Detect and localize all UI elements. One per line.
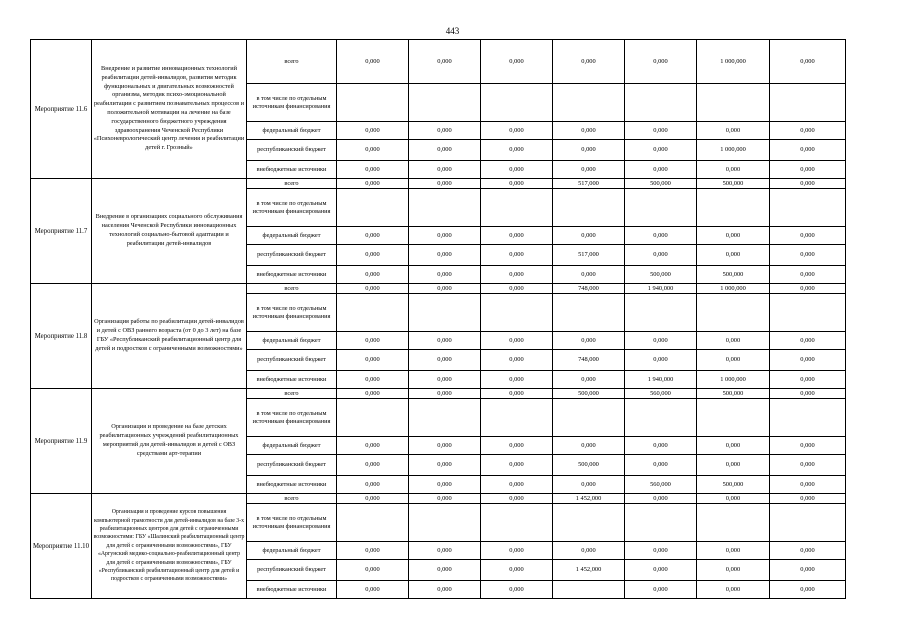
value-cell: [553, 581, 625, 599]
value-cell: 0,000: [481, 350, 553, 371]
value-cell: [770, 294, 846, 332]
value-cell: 0,000: [337, 560, 409, 581]
measure-label: Мероприятие 11.7: [31, 179, 92, 284]
value-cell: 0,000: [770, 494, 846, 504]
value-cell: [697, 504, 770, 542]
value-cell: 0,000: [337, 350, 409, 371]
value-cell: [553, 294, 625, 332]
value-cell: 0,000: [409, 161, 481, 179]
value-cell: [481, 189, 553, 227]
value-cell: 0,000: [337, 581, 409, 599]
value-cell: 0,000: [770, 389, 846, 399]
value-cell: 0,000: [481, 284, 553, 294]
sub-label-offbudget: внебюджетные источники: [247, 476, 337, 494]
value-cell: 500,000: [625, 266, 697, 284]
value-cell: 0,000: [337, 284, 409, 294]
value-cell: 0,000: [770, 179, 846, 189]
sub-label-including: в том числе по отдельным источникам финансирования: [247, 504, 337, 542]
value-cell: 0,000: [625, 560, 697, 581]
value-cell: 1 000,000: [697, 40, 770, 84]
value-cell: 0,000: [481, 140, 553, 161]
value-cell: 0,000: [625, 245, 697, 266]
value-cell: 0,000: [770, 542, 846, 560]
value-cell: 0,000: [481, 581, 553, 599]
value-cell: 0,000: [553, 140, 625, 161]
value-cell: 0,000: [481, 371, 553, 389]
value-cell: 0,000: [481, 161, 553, 179]
value-cell: 0,000: [337, 161, 409, 179]
value-cell: 0,000: [697, 350, 770, 371]
sub-label-including: в том числе по отдельным источникам финансирования: [247, 84, 337, 122]
value-cell: 0,000: [481, 389, 553, 399]
value-cell: 560,000: [625, 476, 697, 494]
measure-label: Мероприятие 11.10: [31, 494, 92, 599]
measure-description: Внедрение и развитие инновационных технологий реабилитации детей-инвалидов, развития методик функциональных и двигательных возможностей организма, методик психо-эмоциональной реабилитации с развитием познавательных процессов и положительной мотивации на лечение на базе государственного бюджетного учреждения здравоохранения Чеченской Республики «Психоневрологический центр лечения и реабилитации детей г. Грозный»: [92, 40, 247, 179]
value-cell: [481, 504, 553, 542]
table-body: [31, 40, 846, 599]
sub-label-offbudget: внебюджетные источники: [247, 371, 337, 389]
value-cell: [481, 399, 553, 437]
value-cell: 0,000: [770, 437, 846, 455]
value-cell: 517,000: [553, 179, 625, 189]
sub-label-federal: федеральный бюджет: [247, 437, 337, 455]
value-cell: 0,000: [481, 542, 553, 560]
sub-label-total: всего: [247, 40, 337, 84]
value-cell: [553, 399, 625, 437]
value-cell: 0,000: [553, 371, 625, 389]
budget-table: [30, 39, 846, 599]
value-cell: 0,000: [409, 284, 481, 294]
value-cell: 0,000: [409, 122, 481, 140]
sub-label-federal: федеральный бюджет: [247, 122, 337, 140]
value-cell: [697, 189, 770, 227]
sub-label-total: всего: [247, 179, 337, 189]
value-cell: 0,000: [481, 560, 553, 581]
value-cell: 500,000: [697, 266, 770, 284]
value-cell: [625, 189, 697, 227]
value-cell: 0,000: [553, 332, 625, 350]
value-cell: 0,000: [409, 371, 481, 389]
value-cell: 0,000: [697, 245, 770, 266]
value-cell: 0,000: [625, 437, 697, 455]
sub-label-offbudget: внебюджетные источники: [247, 266, 337, 284]
value-cell: [337, 399, 409, 437]
sub-label-federal: федеральный бюджет: [247, 227, 337, 245]
value-cell: 0,000: [409, 332, 481, 350]
value-cell: 0,000: [697, 161, 770, 179]
sub-label-republic: республиканский бюджет: [247, 140, 337, 161]
value-cell: 500,000: [697, 179, 770, 189]
value-cell: 0,000: [409, 389, 481, 399]
value-cell: 0,000: [409, 227, 481, 245]
value-cell: 0,000: [337, 542, 409, 560]
value-cell: [409, 504, 481, 542]
sub-label-republic: республиканский бюджет: [247, 245, 337, 266]
value-cell: 0,000: [409, 494, 481, 504]
table-row: [31, 40, 846, 84]
value-cell: 500,000: [697, 389, 770, 399]
value-cell: 0,000: [337, 40, 409, 84]
value-cell: 0,000: [337, 140, 409, 161]
measure-description: Внедрение в организациях социального обслуживания населения Чеченской Республики инновационных технологий социально-бытовой адаптации и реабилитации детей-инвалидов: [92, 179, 247, 284]
value-cell: 0,000: [337, 437, 409, 455]
value-cell: [770, 84, 846, 122]
value-cell: 0,000: [770, 245, 846, 266]
table-row: [31, 389, 846, 399]
value-cell: [625, 399, 697, 437]
measure-label: Мероприятие 11.8: [31, 284, 92, 389]
sub-label-federal: федеральный бюджет: [247, 542, 337, 560]
value-cell: 0,000: [481, 227, 553, 245]
value-cell: 0,000: [409, 455, 481, 476]
value-cell: 0,000: [625, 542, 697, 560]
value-cell: [697, 399, 770, 437]
sub-label-including: в том числе по отдельным источникам финансирования: [247, 189, 337, 227]
value-cell: 0,000: [409, 581, 481, 599]
value-cell: 1 000,000: [697, 371, 770, 389]
value-cell: 0,000: [481, 179, 553, 189]
value-cell: 0,000: [337, 245, 409, 266]
value-cell: [770, 189, 846, 227]
value-cell: 1 000,000: [697, 284, 770, 294]
value-cell: 0,000: [697, 455, 770, 476]
value-cell: [409, 189, 481, 227]
value-cell: [697, 84, 770, 122]
value-cell: [553, 189, 625, 227]
value-cell: 0,000: [553, 542, 625, 560]
value-cell: [697, 294, 770, 332]
value-cell: 0,000: [697, 581, 770, 599]
value-cell: 0,000: [337, 389, 409, 399]
value-cell: 0,000: [625, 122, 697, 140]
value-cell: 0,000: [481, 455, 553, 476]
value-cell: 0,000: [553, 40, 625, 84]
sub-label-republic: республиканский бюджет: [247, 560, 337, 581]
value-cell: [337, 294, 409, 332]
value-cell: 500,000: [697, 476, 770, 494]
sub-label-republic: республиканский бюджет: [247, 455, 337, 476]
value-cell: 0,000: [553, 161, 625, 179]
value-cell: 0,000: [553, 266, 625, 284]
measure-description: Организация и проведение на базе детских реабилитационных учреждений реабилитационных мероприятий для детей-инвалидов и детей с ОВЗ средствами арт-терапии: [92, 389, 247, 494]
value-cell: 0,000: [625, 161, 697, 179]
value-cell: [481, 84, 553, 122]
value-cell: 1 452,000: [553, 560, 625, 581]
value-cell: 0,000: [409, 245, 481, 266]
value-cell: [625, 294, 697, 332]
value-cell: 0,000: [409, 476, 481, 494]
value-cell: [481, 294, 553, 332]
value-cell: 0,000: [770, 371, 846, 389]
value-cell: 0,000: [409, 350, 481, 371]
value-cell: 500,000: [553, 389, 625, 399]
value-cell: 0,000: [409, 266, 481, 284]
value-cell: 1 940,000: [625, 371, 697, 389]
sub-label-offbudget: внебюджетные источники: [247, 161, 337, 179]
value-cell: [409, 84, 481, 122]
value-cell: [337, 504, 409, 542]
value-cell: 0,000: [697, 494, 770, 504]
value-cell: 0,000: [770, 476, 846, 494]
table-row: [31, 284, 846, 294]
measure-description: Организация работы по реабилитации детей-инвалидов и детей с ОВЗ раннего возраста (от 0 до 3 лет) на базе ГБУ «Республиканский реабилитационный центр для детей и подростков с ограниченными возможностями»: [92, 284, 247, 389]
value-cell: 0,000: [481, 245, 553, 266]
value-cell: 0,000: [481, 476, 553, 494]
value-cell: 1 940,000: [625, 284, 697, 294]
value-cell: 0,000: [625, 455, 697, 476]
value-cell: 0,000: [770, 140, 846, 161]
value-cell: [625, 504, 697, 542]
value-cell: [409, 399, 481, 437]
sub-label-federal: федеральный бюджет: [247, 332, 337, 350]
value-cell: 0,000: [697, 332, 770, 350]
value-cell: 0,000: [409, 560, 481, 581]
value-cell: 0,000: [770, 284, 846, 294]
value-cell: 0,000: [625, 40, 697, 84]
value-cell: 0,000: [409, 542, 481, 560]
value-cell: 0,000: [337, 266, 409, 284]
value-cell: 0,000: [697, 227, 770, 245]
value-cell: 0,000: [553, 122, 625, 140]
sub-label-offbudget: внебюджетные источники: [247, 581, 337, 599]
sub-label-republic: республиканский бюджет: [247, 350, 337, 371]
value-cell: [553, 84, 625, 122]
value-cell: 0,000: [409, 40, 481, 84]
value-cell: 1 000,000: [697, 140, 770, 161]
measure-label: Мероприятие 11.9: [31, 389, 92, 494]
value-cell: 0,000: [481, 332, 553, 350]
value-cell: 0,000: [625, 227, 697, 245]
value-cell: 748,000: [553, 350, 625, 371]
value-cell: 0,000: [625, 494, 697, 504]
value-cell: 0,000: [409, 179, 481, 189]
value-cell: 0,000: [697, 437, 770, 455]
value-cell: [337, 189, 409, 227]
value-cell: 1 452,000: [553, 494, 625, 504]
value-cell: 0,000: [770, 560, 846, 581]
value-cell: 0,000: [625, 140, 697, 161]
value-cell: 500,000: [625, 179, 697, 189]
value-cell: 0,000: [770, 350, 846, 371]
sub-label-including: в том числе по отдельным источникам финансирования: [247, 399, 337, 437]
value-cell: 0,000: [770, 227, 846, 245]
value-cell: [770, 504, 846, 542]
value-cell: 0,000: [337, 227, 409, 245]
value-cell: [625, 84, 697, 122]
value-cell: 0,000: [553, 227, 625, 245]
value-cell: 0,000: [770, 266, 846, 284]
value-cell: 0,000: [625, 350, 697, 371]
value-cell: 0,000: [553, 476, 625, 494]
value-cell: 0,000: [337, 122, 409, 140]
value-cell: [770, 399, 846, 437]
sub-label-total: всего: [247, 389, 337, 399]
measure-label: Мероприятие 11.6: [31, 40, 92, 179]
value-cell: 0,000: [553, 437, 625, 455]
value-cell: 0,000: [697, 542, 770, 560]
value-cell: 0,000: [337, 476, 409, 494]
value-cell: 0,000: [409, 437, 481, 455]
sub-label-total: всего: [247, 494, 337, 504]
value-cell: 517,000: [553, 245, 625, 266]
value-cell: 0,000: [337, 332, 409, 350]
value-cell: 0,000: [625, 332, 697, 350]
value-cell: 0,000: [697, 560, 770, 581]
value-cell: 500,000: [553, 455, 625, 476]
value-cell: 0,000: [770, 455, 846, 476]
value-cell: 0,000: [481, 494, 553, 504]
value-cell: 0,000: [337, 494, 409, 504]
value-cell: 0,000: [337, 455, 409, 476]
value-cell: [553, 504, 625, 542]
value-cell: 0,000: [409, 140, 481, 161]
value-cell: 0,000: [481, 40, 553, 84]
value-cell: 0,000: [770, 40, 846, 84]
value-cell: 0,000: [337, 179, 409, 189]
value-cell: [409, 294, 481, 332]
sub-label-including: в том числе по отдельным источникам финансирования: [247, 294, 337, 332]
value-cell: 0,000: [770, 332, 846, 350]
value-cell: 0,000: [770, 161, 846, 179]
value-cell: 0,000: [481, 437, 553, 455]
value-cell: 0,000: [337, 371, 409, 389]
value-cell: 0,000: [770, 581, 846, 599]
value-cell: [337, 84, 409, 122]
page-number: 443: [445, 26, 460, 36]
value-cell: 0,000: [697, 122, 770, 140]
table-row: [31, 179, 846, 189]
value-cell: 0,000: [770, 122, 846, 140]
value-cell: 560,000: [625, 389, 697, 399]
value-cell: 0,000: [481, 266, 553, 284]
measure-description: Организация и проведение курсов повышения компьютерной грамотности для детей-инвалидов на базе 3-х реабилитационных центров для детей с ограниченными возможностями: ГБУ «Шалинский реабилитационный центр для детей с ограниченными возможностями», ГБУ «Аргунский медико-социально-реабилитационный центр для детей с ограниченными возможностями», ГБУ «Республиканский реабилитационный центр для детей и подростков с ограниченными возможностями»: [92, 494, 247, 599]
value-cell: 0,000: [481, 122, 553, 140]
sub-label-total: всего: [247, 284, 337, 294]
table-row: [31, 494, 846, 504]
value-cell: 748,000: [553, 284, 625, 294]
value-cell: 0,000: [625, 581, 697, 599]
